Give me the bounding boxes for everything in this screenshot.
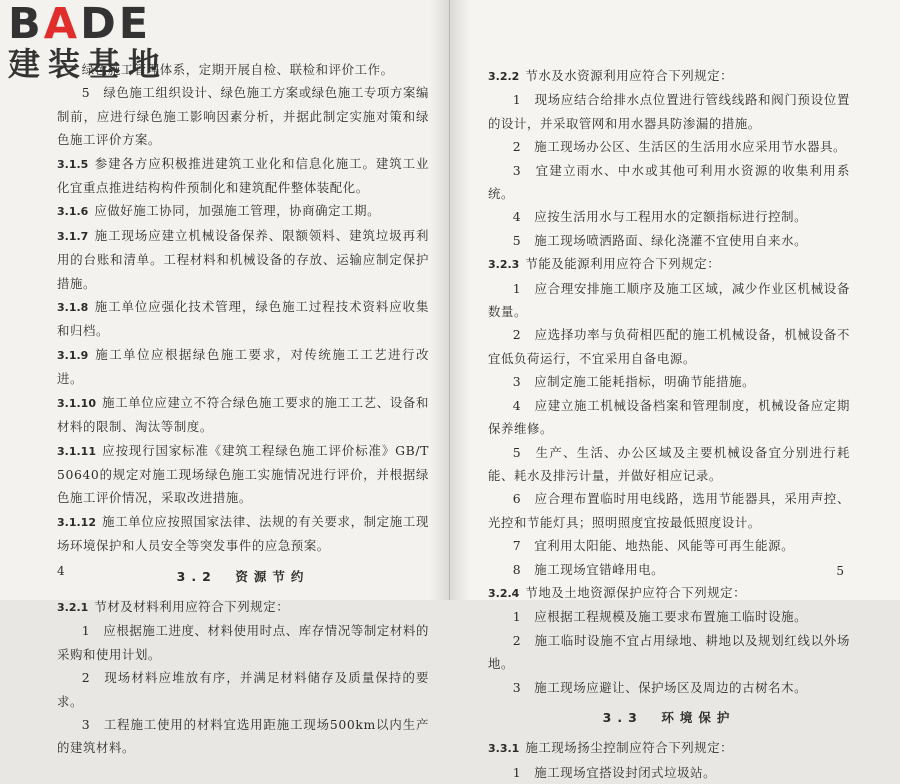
clause-3-1-10 [57,391,429,439]
clause-text: 3 宜建立雨水、中水或其他可利用水资源的收集利用系统。 [488,162,850,202]
clause-item [488,487,850,534]
clause-text: 3 施工现场应避让、保护场区及周边的古树名木。 [512,679,808,695]
clause-text: 6 应合理布置临时用电线路，选用节能器具，采用声控、光控和节能灯具；照明照度宜按最低照度设计。 [488,491,850,530]
clause-text: 1 应合理安排施工顺序及施工区域，减少作业区机械设备数量。 [488,280,850,320]
right-page-body-continued [488,736,850,784]
clause-text: 应做好施工协同，加强施工管理，协商确定工期。 [94,203,381,219]
clause-text: 4 应建立施工机械设备档案和管理制度，机械设备应定期保养维修。 [488,397,850,437]
clause-text: 施工单位应按照国家法律、法规的有关要求，制定施工现场环境保护和人员安全等突发事件的应急预案。 [57,513,429,554]
clause-item [488,229,850,252]
clause-number: 3.1.6 [57,205,89,219]
clause-item [488,88,850,135]
clause-number: 3.1.11 [57,444,96,458]
watermark-logo [8,2,173,82]
clause-item [57,713,429,760]
clause-3-3-1 [488,736,850,760]
clause-number: 3.1.10 [57,396,96,410]
clause-3-1-11 [57,439,429,510]
clause-item [488,558,850,581]
section-title-3-2: 3.2 资源节约 [176,568,310,584]
clause-text: 应按现行国家标准《建筑工程绿色施工评价标准》GB/T 50640的规定对施工现场绿色施工实施情况进行评价，并根据绿色施工评价情况，采取改进措施。 [57,442,429,506]
clause-item [57,81,429,151]
clause-text: 2 施工现场办公区、生活区的生活用水应采用节水器具。 [512,139,847,155]
clause-item [488,441,850,488]
clause-item [57,666,429,713]
clause-number: 3.2.1 [57,600,89,614]
page-number-right: 5 [836,564,844,578]
clause-number: 3.1.12 [57,515,96,529]
clause-item [488,605,850,628]
clause-item [488,629,850,676]
clause-number: 3.2.4 [488,586,520,600]
clause-item [488,370,850,393]
clause-text: 施工现场应建立机械设备保养、限额领料、建筑垃圾再利用的台账和清单。工程材料和机械设备的存放、运输应制定保护措施。 [57,227,429,291]
clause-number: 3.1.7 [57,229,89,243]
clause-item [488,135,850,158]
clause-text: 绿色施工管理体系，定期开展自检、联检和评价工作。 [81,62,394,77]
clause-item [488,761,850,784]
clause-text: 2 现场材料应堆放有序，并满足材料储存及质量保持的要求。 [57,670,429,709]
clause-text: 施工单位应建立不符合绿色施工要求的施工工艺、设备和材料的限制、淘汰等制度。 [57,394,429,435]
clause-text: 施工现场扬尘控制应符合下列规定： [525,740,734,756]
clause-3-1-8 [57,295,429,343]
clause-item [488,534,850,557]
clause-3-2-4 [488,581,850,605]
clause-3-1-7 [57,224,429,295]
clause-3-1-9 [57,343,429,391]
watermark-logo-top: BADE [8,0,152,49]
clause-text: 施工单位应强化技术管理，绿色施工过程技术资料应收集和归档。 [57,299,429,339]
left-page-body [57,58,429,558]
clause-item [488,205,850,228]
clause-text: 1 应根据施工进度、材料使用时点、库存情况等制定材料的采购和使用计划。 [57,623,429,662]
clause-text: 1 现场应结合给排水点位置进行管线线路和阀门预设位置的设计，并采取管网和用水器具防渗漏的措施。 [488,92,850,131]
right-page [450,0,900,780]
clause-text: 节水及水资源利用应符合下列规定： [525,68,734,83]
clause-text: 节地及土地资源保护应符合下列规定： [525,584,747,600]
clause-text: 施工单位应根据绿色施工要求，对传统施工工艺进行改进。 [57,346,429,387]
section-title-3-3: 3.3 环境保护 [602,709,736,725]
clause-number: 3.2.2 [488,70,520,83]
watermark-logo-bottom: 建装基地 [8,45,169,83]
clause-3-1-5 [57,152,429,200]
left-page-body-continued [57,595,429,760]
clause-item [488,159,850,206]
clause-number: 3.3.1 [488,742,520,756]
clause-text: 3 应制定施工能耗指标，明确节能措施。 [512,374,756,390]
clause-number: 3.1.9 [57,348,89,362]
clause-3-1-6 [57,199,429,223]
clause-3-2-1 [57,595,429,619]
clause-text: 1 应根据工程规模及施工要求布置施工临时设施。 [512,609,808,625]
clause-text: 节材及材料利用应符合下列规定： [94,598,290,614]
left-page [0,0,450,756]
page-number-left: 4 [57,564,65,578]
clause-text: 2 应选择功率与负荷相匹配的施工机械设备，机械设备不宜低负荷运行，不宜采用自备电源。 [488,327,850,366]
clause-text: 7 宜利用太阳能、地热能、风能等可再生能源。 [512,538,795,554]
clause-text: 节能及能源利用应符合下列规定： [525,256,721,272]
clause-item [488,277,850,324]
clause-item [488,394,850,441]
right-page-body [488,64,850,699]
clause-text: 1 施工现场宜搭设封闭式垃圾站。 [512,764,717,780]
clause-item [57,619,429,666]
clause-number: 3.2.3 [488,258,520,272]
clause-number: 3.1.5 [57,157,89,171]
clause-3-1-12 [57,510,429,558]
clause-text: 5 绿色施工组织设计、绿色施工方案或绿色施工专项方案编制前，应进行绿色施工影响因素分析，并据此制定实施对策和绿色施工评价方案。 [57,85,429,148]
clause-text: 8 施工现场宜错峰用电。 [512,561,665,577]
clause-text: 5 生产、生活、办公区域及主要机械设备宜分别进行耗能、耗水及排污计量，并做好相应记录。 [488,444,850,483]
clause-number: 3.1.8 [57,301,89,315]
clause-text: 5 施工现场喷洒路面、绿化浇灌不宜使用自来水。 [512,232,808,248]
clause-3-2-2 [488,64,850,88]
clause-3-2-3 [488,252,850,276]
clause-text: 3 工程施工使用的材料宜选用距施工现场500km以内生产的建筑材料。 [57,716,429,756]
clause-text: 参建各方应积极推进建筑工业化和信息化施工。建筑工业化宜重点推进结构构件预制化和建筑配件整体装配化。 [57,155,429,196]
clause-item [488,323,850,370]
clause-text: 4 应按生活用水与工程用水的定额指标进行控制。 [512,209,808,225]
clause-text: 2 施工临时设施不宜占用绿地、耕地以及规划红线以外场地。 [488,632,850,672]
clause-item [488,676,850,699]
